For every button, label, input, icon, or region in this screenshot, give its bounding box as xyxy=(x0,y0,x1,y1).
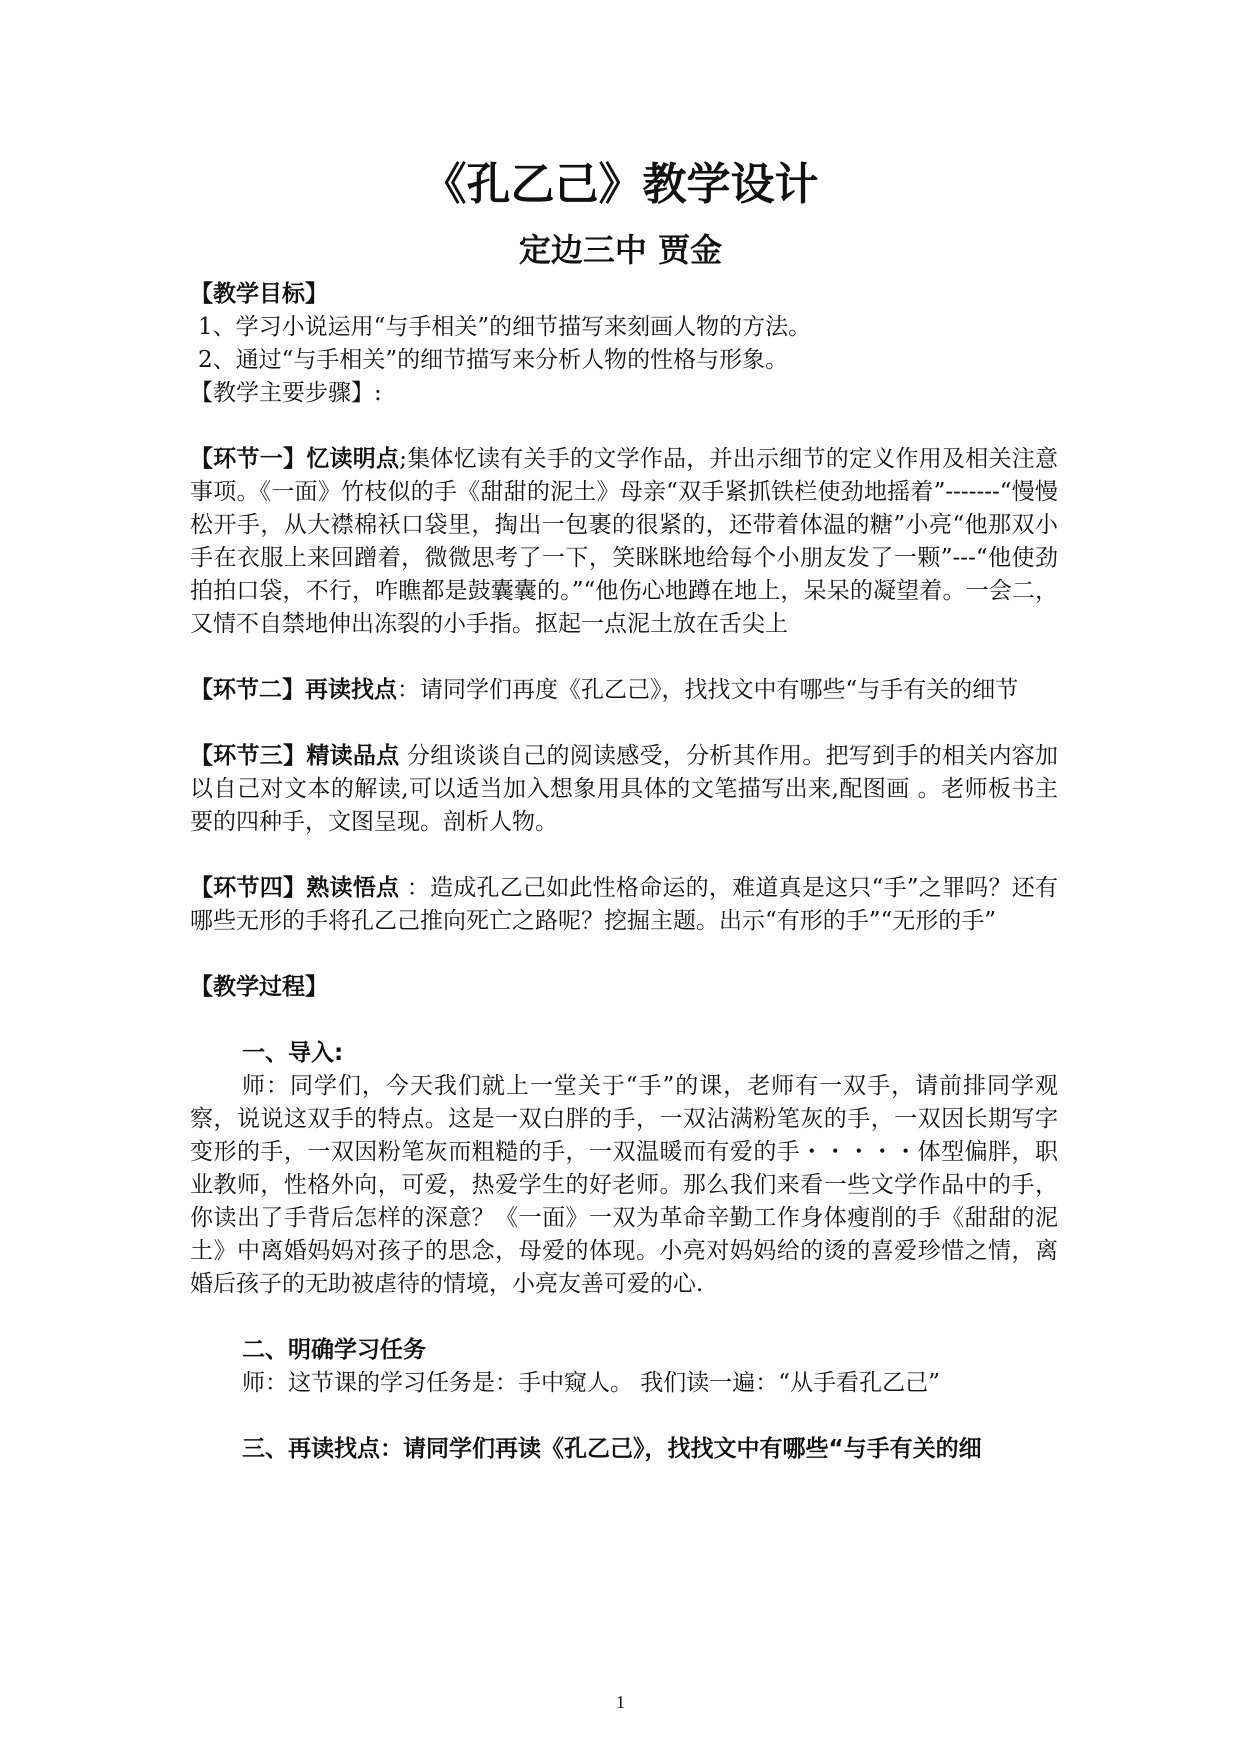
goal-item-1: 1、学习小说运用“与手相关”的细节描写来刻画人物的方法。 xyxy=(198,314,812,340)
step-label: 【环节一】 xyxy=(190,446,307,472)
step-label: 【环节二】 xyxy=(190,677,305,703)
step-text: ;集体忆读有关手的文学作品，并出示细节的定义作用及相关注意事项。《一面》竹枝似的手《甜甜的泥土》母亲“双手紧抓铁栏使劲地摇着”-------“慢慢松开手，从大襟棉袄口袋里，掏出一包裹的很紧的，还带着体温的糖”小亮“他那双小手在衣服上来回蹭着，微微思考了一下，笑眯眯地给每个小朋友发了一颗”---“他使劲拍拍口袋，不行，咋瞧都是鼓囊囊的。”“他伤心地蹲在地上，呆呆的凝望着。一会二，又情不自禁地伸出冻裂的小手指。抠起一点泥土放在舌尖上 xyxy=(190,446,1058,637)
section-1-text: 师：同学们，今天我们就上一堂关于“手”的课，老师有一双手，请前排同学观察，说说这双手的特点。这是一双白胖的手，一双沾满粉笔灰的手，一双因长期写字变形的手，一双因粉笔灰而粗糙的手，一双温暖而有爱的手・・・・・体型偏胖，职业教师，性格外向，可爱，热爱学生的好老师。那么我们来看一些文学作品中的手，你读出了手背后怎样的深意？《一面》一双为革命辛勤工作身体瘦削的手《甜甜的泥土》中离婚妈妈对孩子的思念，母爱的体现。小亮对妈妈给的烫的喜爱珍惜之情，离婚后孩子的无助被虐待的情境，小亮友善可爱的心. xyxy=(190,1073,1058,1297)
step-name: 熟读悟点 xyxy=(306,875,400,901)
step-text: 分组谈谈自己的阅读感受，分析其作用。把写到手的相关内容加以自己对文本的解读,可以适当加入想象用具体的文笔描写出来,配图画 。老师板书主要的四种手，文图呈现。剖析人物。 xyxy=(190,743,1059,835)
steps-heading: 【教学主要步骤】: xyxy=(190,380,382,406)
section-2-title: 二、明确学习任务 xyxy=(242,1337,426,1363)
process-heading: 【教学过程】 xyxy=(190,974,328,1000)
step-text: ：造成孔乙己如此性格命运的，难道真是这只“手”之罪吗？还有哪些无形的手将孔乙己推向死亡之路呢？挖掘主题。出示“有形的手”“无形的手” xyxy=(190,875,1059,934)
section-2-text: 师：这节课的学习任务是：手中窥人。 我们读一遍：“从手看孔乙己” xyxy=(242,1370,940,1396)
step-label: 【环节四】 xyxy=(190,875,307,901)
page-number: 1 xyxy=(616,1692,625,1712)
step-label: 【环节三】 xyxy=(190,743,307,769)
step-name: 再读找点 xyxy=(305,677,397,703)
document-body xyxy=(190,278,1058,1466)
step-1 xyxy=(190,443,1058,641)
author-line: 定边三中 贾金 xyxy=(518,231,723,269)
step-2 xyxy=(190,674,1058,707)
step-name: 精读品点 xyxy=(306,743,400,769)
step-name: 忆读明点 xyxy=(306,446,400,472)
step-4 xyxy=(190,872,1058,938)
step-text: ：请同学们再度《孔乙己》，找找文中有哪些“与手有关的细节 xyxy=(397,677,1019,703)
goals-heading: 【教学目标】 xyxy=(190,281,328,307)
document-title: 《孔乙己》教学设计 xyxy=(422,159,819,210)
section-1-title: 一、导入: xyxy=(242,1040,344,1066)
step-3 xyxy=(190,740,1058,839)
section-3-title: 三、再读找点：请同学们再读《孔乙己》，找找文中有哪些“与手有关的细 xyxy=(242,1436,982,1462)
goal-item-2: 2、通过“与手相关”的细节描写来分析人物的性格与形象。 xyxy=(198,347,789,373)
